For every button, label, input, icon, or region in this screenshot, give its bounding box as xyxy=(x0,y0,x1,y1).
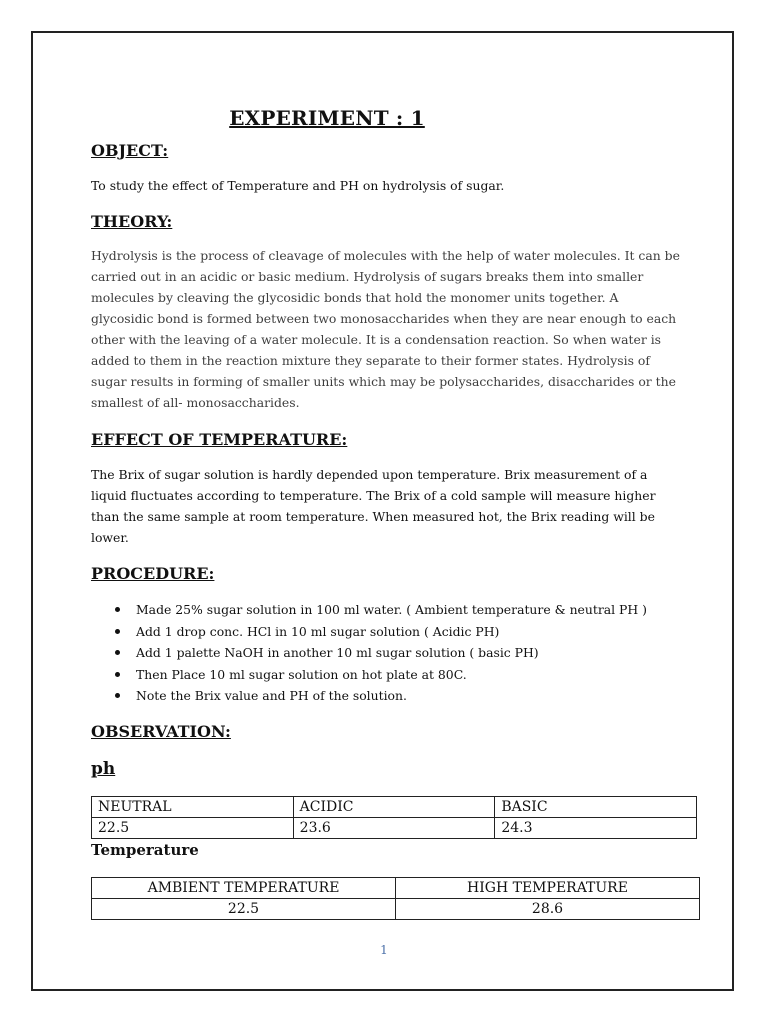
procedure-step: Then Place 10 ml sugar solution on hot plate at 80C. xyxy=(113,664,647,686)
theory-heading: THEORY: xyxy=(91,212,173,231)
procedure-step: Add 1 palette NaOH in another 10 ml sugar solution ( basic PH) xyxy=(113,642,647,664)
temperature-header-cell: HIGH TEMPERATURE xyxy=(396,878,700,899)
table-row xyxy=(92,818,697,839)
effect-of-temperature-text: The Brix of sugar solution is hardly depended upon temperature. Brix measurement of a liquid fluctuates according to temperature. The Brix of a cold sample will measure higher than the same sample at room temperature. When measured hot, the Brix reading will be lower. xyxy=(91,467,656,545)
theory-text: Hydrolysis is the process of cleavage of molecules with the help of water molecules. It can be carried out in an acidic or basic medium. Hydrolysis of sugars breaks them into smaller molecules by cleaving the glycosidic bonds that hold the monomer units together. A glycosidic bond is formed between two monosaccharides when they are near enough to each other with the leaving of a water molecule. It is a condensation reaction. So when water is added to them in the reaction mixture they separate to their former states. Hydrolysis of sugar results in forming of smaller units which may be polysaccharides, disaccharides or the smallest of all- monosaccharides. xyxy=(91,248,680,410)
table-row xyxy=(92,797,697,818)
procedure-list xyxy=(113,599,647,707)
effect-of-temperature-heading: EFFECT OF TEMPERATURE: xyxy=(91,430,348,449)
procedure-step: Note the Brix value and PH of the solution. xyxy=(113,685,647,707)
ph-header-cell: NEUTRAL xyxy=(92,797,294,818)
procedure-step: Add 1 drop conc. HCl in 10 ml sugar solution ( Acidic PH) xyxy=(113,621,647,643)
ph-heading: ph xyxy=(91,759,116,779)
procedure-step: Made 25% sugar solution in 100 ml water. ( Ambient temperature & neutral PH ) xyxy=(113,599,647,621)
page-title: EXPERIMENT : 1 xyxy=(229,106,425,130)
ph-header-cell: BASIC xyxy=(495,797,697,818)
object-heading: OBJECT: xyxy=(91,141,169,160)
temperature-heading: Temperature xyxy=(91,841,199,859)
temperature-value-cell: 22.5 xyxy=(92,899,396,920)
page-number: 1 xyxy=(380,943,388,957)
table-row xyxy=(92,878,700,899)
object-text: To study the effect of Temperature and PH on hydrolysis of sugar. xyxy=(91,178,505,193)
ph-value-cell: 23.6 xyxy=(293,818,495,839)
temperature-header-cell: AMBIENT TEMPERATURE xyxy=(92,878,396,899)
table-row xyxy=(92,899,700,920)
observation-heading: OBSERVATION: xyxy=(91,722,231,741)
temperature-value-cell: 28.6 xyxy=(396,899,700,920)
procedure-heading: PROCEDURE: xyxy=(91,564,215,583)
ph-value-cell: 22.5 xyxy=(92,818,294,839)
temperature-table xyxy=(91,877,700,920)
ph-header-cell: ACIDIC xyxy=(293,797,495,818)
ph-table xyxy=(91,796,697,839)
ph-value-cell: 24.3 xyxy=(495,818,697,839)
